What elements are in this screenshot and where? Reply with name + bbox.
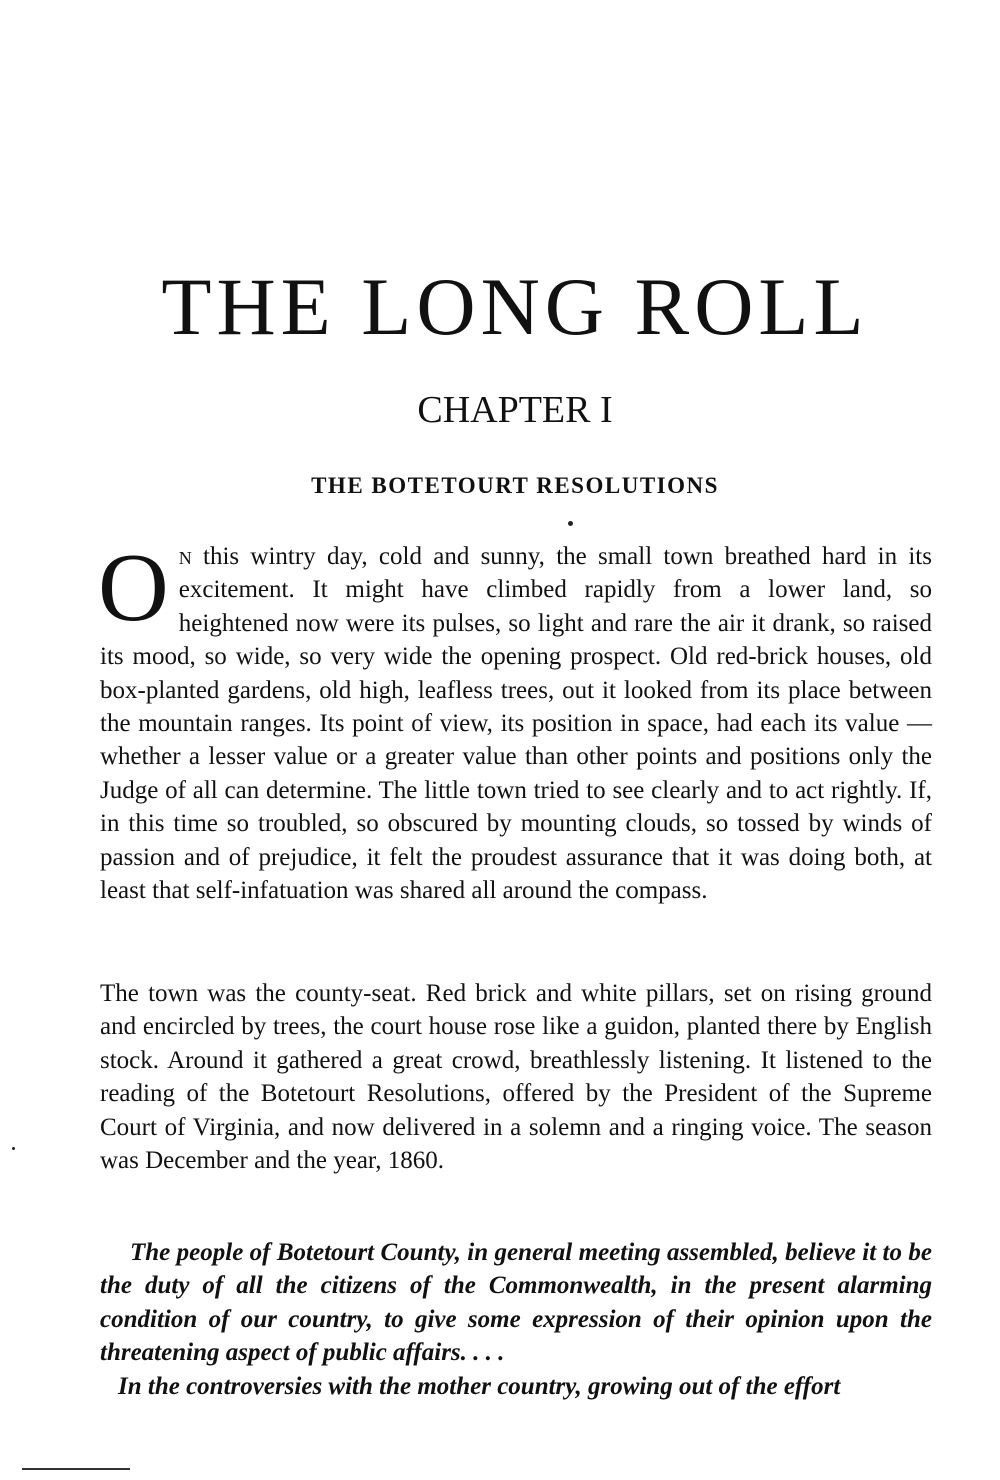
print-speck: [568, 521, 573, 526]
book-title: THE LONG ROLL: [161, 261, 869, 352]
paragraph-1-text: this wintry day, cold and sunny, the small town breathed hard in its excitement. It might have climbed rapidly from a lower land, so heightened now were its pulses, so light and rare the air it drank, so raised its mood, so wide, so very wide the opening prospect. Old red-brick houses, old box-planted gardens, old high, leafless trees, out it looked from its place between the mountain ranges. Its point of view, its position in space, had each its value — whether a lesser value or a greater value than other points and positions only the Judge of all can determine. The little town tried to see clearly and to act rightly. If, in this time so troubled, so obscured by mounting clouds, so tossed by winds of passion and of prejudice, it felt the proudest assurance that it was doing both, at least that self-infatuation was shared all around the compass.: [100, 543, 932, 905]
paragraph-2-text: The town was the county-seat. Red brick and white pillars, set on rising ground and encircled by trees, the court house rose like a guidon, planted there by English stock. Around it gathered a great crowd, breathlessly listening. It listened to the reading of the Botetourt Resolutions, offered by the President of the Supreme Court of Virginia, and now delivered in a solemn and a ringing voice. The season was December and the year, 1860.: [100, 980, 932, 1175]
chapter-subtitle: THE BOTETOURT RESOLUTIONS: [311, 473, 719, 498]
quotation-line-1: The people of Botetourt County, in general meeting assembled, believe it to be the duty of all the citizens of the Commonwealth, in the present alarming condition of our country, to give some expression of their opinion upon the threatening aspect of public affairs. . . .: [100, 1239, 932, 1367]
chapter-heading: CHAPTER I: [417, 389, 613, 431]
resolution-quotation: [100, 1236, 932, 1403]
print-speck: [12, 1147, 15, 1150]
body-paragraph-2: [100, 977, 932, 1177]
quotation-line-2: In the controversies with the mother country, growing out of the effort: [118, 1372, 841, 1400]
page-edge-rule: [22, 1468, 130, 1470]
lead-in-small-caps: n: [178, 543, 192, 570]
drop-cap: O: [98, 534, 169, 642]
body-paragraph-1: [98, 534, 932, 907]
